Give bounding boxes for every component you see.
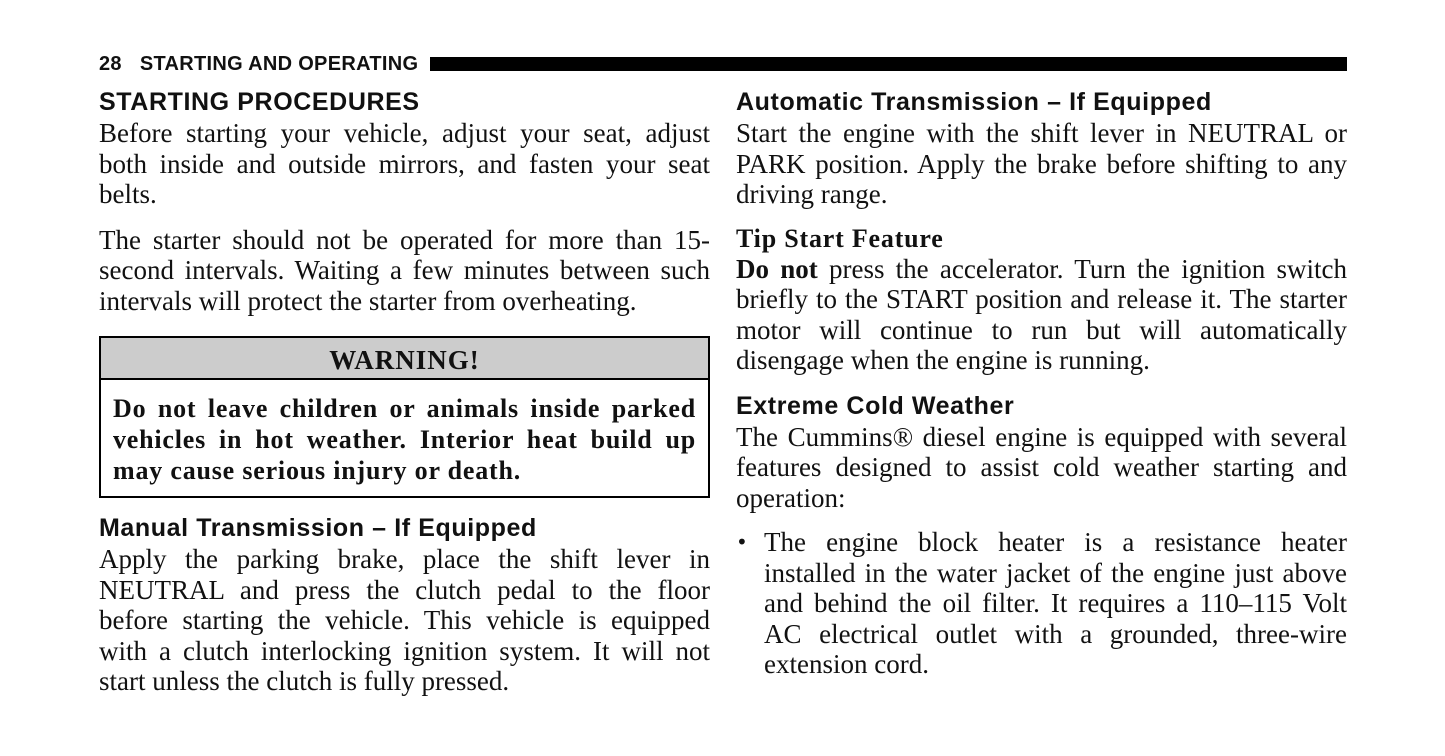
automatic-transmission-paragraph: Start the engine with the shift lever in NEUTRAL or PARK position. Apply the brake before shifting to any driving range. <box>736 118 1347 209</box>
starting-procedures-heading: STARTING PROCEDURES <box>99 88 420 116</box>
block-heater-text: The engine block heater is a resistance heater installed in the water jacket of the engine just above and behind the oil filter. It requires a 110–115 Volt AC electrical outlet with a grounded, three-wire extension cord. <box>764 527 1347 679</box>
list-item <box>736 527 1347 680</box>
tip-start-heading: Tip Start Feature <box>736 223 944 253</box>
warning-title: WARNING! <box>101 338 708 380</box>
starting-paragraph-1: Before starting your vehicle, adjust your seat, adjust both inside and outside mirrors, and fasten your seat belts. <box>99 118 710 209</box>
automatic-transmission-heading: Automatic Transmission – If Equipped <box>736 88 1212 116</box>
manual-transmission-paragraph: Apply the parking brake, place the shift lever in NEUTRAL and press the clutch pedal to the floor before starting the vehicle. This vehicle is equipped with a clutch interlocking ignition system. It will not start unless the clutch is fully pressed. <box>99 544 710 696</box>
tip-start-paragraph <box>736 254 1347 376</box>
warning-box <box>99 336 710 498</box>
warning-text: Do not leave children or animals inside parked vehicles in hot weather. Interior heat build up may cause serious injury or death. <box>113 394 696 485</box>
section-title: STARTING AND OPERATING <box>139 52 419 75</box>
left-column <box>99 86 710 697</box>
tip-start-emphasis: Do not <box>736 253 818 284</box>
page-header <box>99 50 1347 78</box>
extreme-cold-paragraph: The Cummins® diesel engine is equipped with several features designed to assist cold weather starting and operation: <box>736 421 1347 513</box>
header-rule <box>430 57 1347 71</box>
manual-transmission-heading: Manual Transmission – If Equipped <box>99 514 537 542</box>
extreme-cold-heading: Extreme Cold Weather <box>736 391 1015 420</box>
right-column <box>736 86 1347 680</box>
tip-start-text: press the accelerator. Turn the ignition switch briefly to the START position and release it. The starter motor will continue to run but will automatically disengage when the engine is running. <box>736 253 1347 375</box>
starting-paragraph-2: The starter should not be operated for more than 15-second intervals. Waiting a few minutes between such intervals will protect the starter from overheating. <box>99 224 710 316</box>
page-number: 28 <box>99 52 122 75</box>
bullet-icon: • <box>736 530 748 554</box>
